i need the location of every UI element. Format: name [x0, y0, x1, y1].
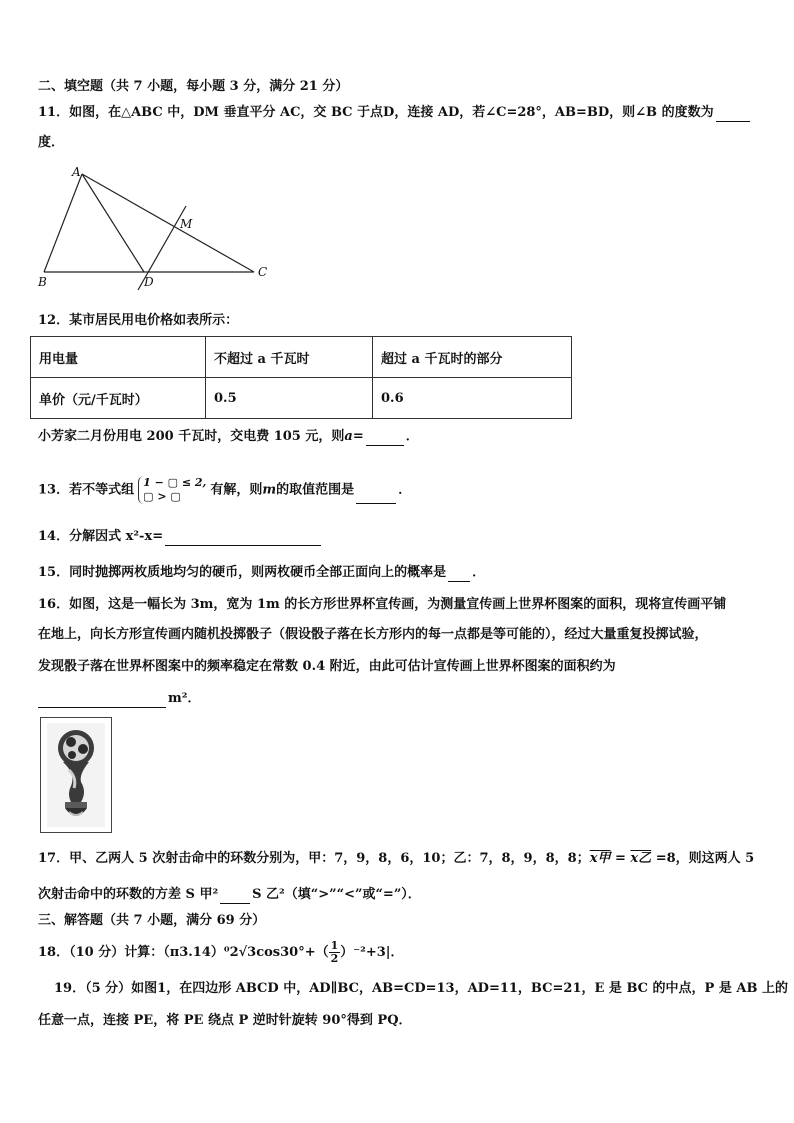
answer-blank-17[interactable] [220, 889, 250, 904]
mean-yi: x乙 [630, 851, 652, 866]
inequality-system [138, 476, 206, 504]
label-m: M [180, 217, 193, 231]
question-16-line-3: 发现骰子落在世界杯图案中的频率稳定在常数 0.4 附近，由此可估计宣传画上世界杯图案的面积约为 [38, 659, 616, 674]
world-cup-trophy-image [40, 717, 112, 833]
label-b: B [38, 275, 47, 289]
question-16-unit: m²． [168, 691, 201, 706]
answer-blank-15[interactable] [448, 567, 470, 582]
world-cup-trophy-icon [41, 718, 111, 832]
price-table [30, 336, 572, 419]
question-11-tail: 度． [38, 135, 65, 150]
table-row [31, 337, 572, 378]
segment-ad [82, 174, 144, 272]
question-11-text: 11．如图，在△ABC 中，DM 垂直平分 AC，交 BC 于点D，连接 AD，若∠C=28°，AB=BD，则∠B 的度数为 [38, 105, 714, 120]
question-16-line-2: 在地上，向长方形宣传画内随机投掷骰子（假设骰子落在长方形内的每一点都是等可能的），经过大量重复投掷试验， [38, 627, 708, 642]
table-cell: 不超过 a 千瓦时 [206, 337, 373, 378]
question-15 [38, 564, 485, 582]
segment-ab [44, 174, 82, 272]
question-13-text: 13．若不等式组 [38, 482, 135, 498]
question-15-text: 15．同时抛掷两枚质地均匀的硬币，则两枚硬币全部正面向上的概率是 [38, 565, 447, 580]
table-row [31, 378, 572, 419]
question-13-end: ． [398, 482, 412, 498]
question-16-line-1: 16．如图，这是一幅长为 3m，宽为 1m 的长方形世界杯宣传画，为测量宣传画上世界杯图案的面积，现将宣传画平铺 [38, 597, 727, 612]
answer-blank-11[interactable] [716, 107, 750, 122]
answer-blank-13[interactable] [356, 489, 396, 504]
table-cell: 用电量 [31, 337, 206, 378]
fraction-one-half [329, 940, 341, 965]
mean-jia: x甲 [589, 851, 611, 866]
question-13-text-2: 有解，则 [210, 482, 263, 498]
question-12-line-2 [38, 428, 419, 446]
question-19-line-1: 19．（5 分）如图1，在四边形 ABCD 中，AD∥BC，AB=CD=13，AD=11，BC=21，E 是 BC 的中点，P 是 AB 上的 [54, 981, 788, 996]
fraction-numerator: 1 [330, 939, 339, 952]
label-a: A [72, 165, 81, 179]
inequality-1: 1 − ▢ ≤ 2, [143, 476, 207, 489]
question-11 [38, 104, 752, 122]
question-14 [38, 528, 323, 546]
table-cell: 0.5 [206, 378, 373, 419]
section-2-heading: 二、填空题（共 7 小题，每小题 3 分，满分 21 分） [38, 79, 349, 94]
question-17-text-3: 次射击命中的环数的方差 S 甲² [38, 887, 219, 902]
question-17-line-1 [38, 850, 754, 868]
variable-m: m [262, 482, 277, 498]
table-cell: 单价（元/千瓦时） [31, 378, 206, 419]
question-18-text: 18．（10 分）计算：（π3.14）⁰2 [38, 945, 239, 960]
label-c: C [258, 265, 268, 279]
question-19-line-2: 任意一点，连接 PE，将 PE 绕点 P 逆时针旋转 90°得到 PQ． [38, 1013, 412, 1028]
fraction-denominator: 2 [330, 952, 339, 965]
segment-ac [82, 174, 254, 272]
question-14-text: 14．分解因式 x²-x= [38, 529, 164, 544]
table-cell: 0.6 [373, 378, 572, 419]
sqrt-3: √3 [238, 945, 257, 960]
question-17-text: 17．甲、乙两人 5 次射击命中的环数分别为，甲：7，9，8，6，10；乙：7，8，9，8，8； [38, 851, 590, 866]
triangle-figure [34, 162, 274, 292]
section-3-heading: 三、解答题（共 7 小题，满分 69 分） [38, 913, 266, 928]
answer-blank-12[interactable] [366, 431, 404, 446]
question-18-text-2: cos30°+（ [256, 945, 329, 960]
question-13-text-3: 的取值范围是 [276, 482, 355, 498]
question-13 [38, 476, 411, 504]
question-12-end: ． [405, 429, 419, 444]
question-16-line-4 [38, 690, 200, 708]
question-15-end: ． [472, 565, 486, 580]
inequality-2: ▢ > ▢ [143, 490, 181, 503]
variable-a: a [344, 429, 353, 444]
question-12-text: 小芳家二月份用电 200 千瓦时，交电费 105 元，则 [38, 429, 345, 444]
table-cell: 超过 a 千瓦时的部分 [373, 337, 572, 378]
answer-blank-16[interactable] [38, 693, 166, 708]
label-d: D [144, 275, 154, 289]
question-18 [38, 940, 404, 965]
answer-blank-14[interactable] [165, 531, 321, 546]
equals-sign: = [610, 851, 631, 866]
question-18-text-3: ）⁻²+3|． [340, 945, 404, 960]
equals-sign: = [352, 429, 364, 444]
question-17-text-4: S 乙²（填“>”“<”或“=”）． [252, 887, 421, 902]
question-17-line-2 [38, 886, 421, 904]
question-17-text-2: =8，则这两人 5 [651, 851, 755, 866]
question-12: 12．某市居民用电价格如表所示： [38, 313, 239, 328]
